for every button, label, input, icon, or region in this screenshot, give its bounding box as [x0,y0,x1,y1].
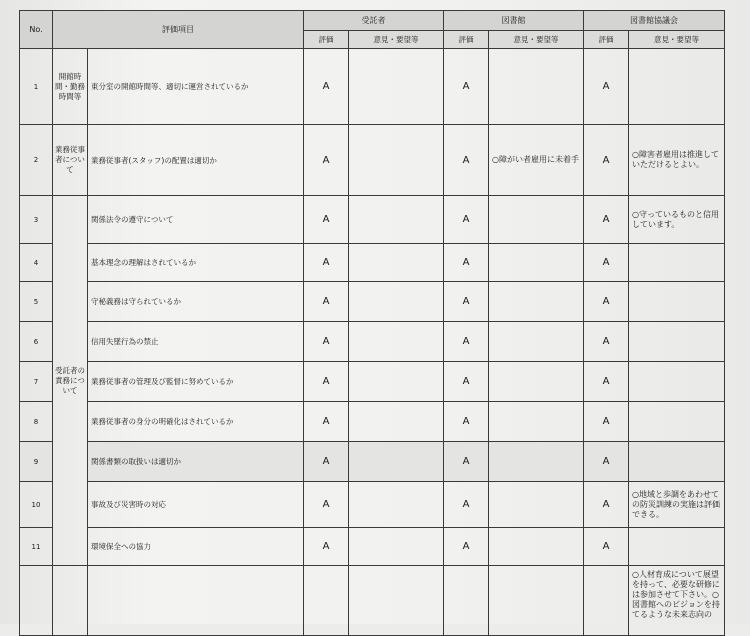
table-row [20,528,725,566]
council-grade: A [584,362,629,402]
contractor-comment [349,49,444,125]
subheader-grade: 評価 [444,31,489,49]
library-comment [489,402,584,442]
library-comment [489,528,584,566]
evaluation-item: 業務従事者(スタッフ)の配置は適切か [88,125,304,196]
library-comment [489,244,584,282]
library-comment [489,566,584,636]
contractor-comment [349,125,444,196]
council-grade: A [584,482,629,528]
council-comment [629,49,725,125]
library-grade: A [444,362,489,402]
subheader-grade: 評価 [584,31,629,49]
header-evaluation-item: 評価項目 [53,11,304,49]
council-comment [629,402,725,442]
evaluation-item: 業務従事者の身分の明確化はされているか [88,402,304,442]
library-comment: ○障がい者雇用に未着手 [489,125,584,196]
contractor-grade: A [304,482,349,528]
library-grade [444,566,489,636]
contractor-comment [349,322,444,362]
row-number: 2 [20,125,53,196]
row-number: 7 [20,362,53,402]
library-grade: A [444,528,489,566]
contractor-grade: A [304,125,349,196]
contractor-comment [349,362,444,402]
table-row [20,362,725,402]
contractor-comment [349,528,444,566]
row-number: 11 [20,528,53,566]
contractor-comment [349,282,444,322]
evaluation-item: 関係法令の遵守について [88,196,304,244]
council-grade: A [584,402,629,442]
council-comment: ○障害者雇用は推進していただけるとよい。 [629,125,725,196]
library-comment [489,482,584,528]
council-grade: A [584,49,629,125]
contractor-grade: A [304,49,349,125]
contractor-comment [349,442,444,482]
contractor-comment [349,566,444,636]
library-comment [489,49,584,125]
row-number: 4 [20,244,53,282]
contractor-grade: A [304,442,349,482]
council-comment [629,282,725,322]
evaluation-item: 東分室の開館時間等、適切に運営されているか [88,49,304,125]
library-comment [489,442,584,482]
subheader-grade: 評価 [304,31,349,49]
table-row [20,244,725,282]
row-number: 3 [20,196,53,244]
council-comment: ○地域と歩調をあわせての防災訓練の実施は評価できる。 [629,482,725,528]
library-grade: A [444,402,489,442]
table-row [20,125,725,196]
contractor-grade [304,566,349,636]
library-grade: A [444,482,489,528]
contractor-grade: A [304,282,349,322]
council-grade: A [584,282,629,322]
library-grade: A [444,49,489,125]
contractor-grade: A [304,362,349,402]
library-grade: A [444,322,489,362]
subheader-comment: 意見・要望等 [489,31,584,49]
row-number: 6 [20,322,53,362]
contractor-comment [349,402,444,442]
row-number [20,566,53,636]
category-cell [53,566,88,636]
library-grade: A [444,244,489,282]
table-row [20,282,725,322]
council-comment: ○人材育成について展望を持って、必要な研修には参加させて下さい。○図書館へのビジョンを持てるような未来志向の [629,566,725,636]
library-comment [489,322,584,362]
category-contractor-duties: 受託者の責務について [53,196,88,566]
contractor-grade: A [304,528,349,566]
subheader-comment: 意見・要望等 [349,31,444,49]
contractor-comment [349,482,444,528]
table-row [20,49,725,125]
council-grade: A [584,322,629,362]
evaluation-item: 守秘義務は守られているか [88,282,304,322]
evaluation-item: 業務従事者の管理及び監督に努めているか [88,362,304,402]
row-number: 10 [20,482,53,528]
row-number: 5 [20,282,53,322]
council-grade: A [584,244,629,282]
library-grade: A [444,282,489,322]
evaluation-item: 信用失墜行為の禁止 [88,322,304,362]
table-row [20,402,725,442]
council-grade [584,566,629,636]
library-comment [489,196,584,244]
council-grade: A [584,528,629,566]
row-number: 1 [20,49,53,125]
contractor-comment [349,244,444,282]
library-grade: A [444,442,489,482]
library-grade: A [444,125,489,196]
contractor-grade: A [304,196,349,244]
evaluation-item [88,566,304,636]
subheader-comment: 意見・要望等 [629,31,725,49]
council-comment [629,244,725,282]
council-comment [629,322,725,362]
evaluation-item: 事故及び災害時の対応 [88,482,304,528]
header-library-council: 図書館協議会 [584,11,725,31]
table-row [20,322,725,362]
category-hours: 開館時間・勤務時間等 [53,49,88,125]
evaluation-item: 関係書類の取扱いは適切か [88,442,304,482]
council-comment: ○守っているものと信用しています。 [629,196,725,244]
table-row [20,566,725,636]
category-staff: 業務従事者について [53,125,88,196]
evaluation-item: 環境保全への協力 [88,528,304,566]
library-grade: A [444,196,489,244]
council-comment [629,442,725,482]
council-grade: A [584,442,629,482]
library-comment [489,362,584,402]
contractor-grade: A [304,244,349,282]
table-row [20,482,725,528]
row-number: 8 [20,402,53,442]
row-number: 9 [20,442,53,482]
council-grade: A [584,196,629,244]
contractor-comment [349,196,444,244]
table-row [20,442,725,482]
contractor-grade: A [304,322,349,362]
header-contractor: 受託者 [304,11,444,31]
header-library: 図書館 [444,11,584,31]
evaluation-item: 基本理念の理解はされているか [88,244,304,282]
contractor-grade: A [304,402,349,442]
evaluation-table [19,10,725,636]
council-grade: A [584,125,629,196]
table-row [20,196,725,244]
library-comment [489,282,584,322]
council-comment [629,362,725,402]
header-no: No. [20,11,53,49]
council-comment [629,528,725,566]
